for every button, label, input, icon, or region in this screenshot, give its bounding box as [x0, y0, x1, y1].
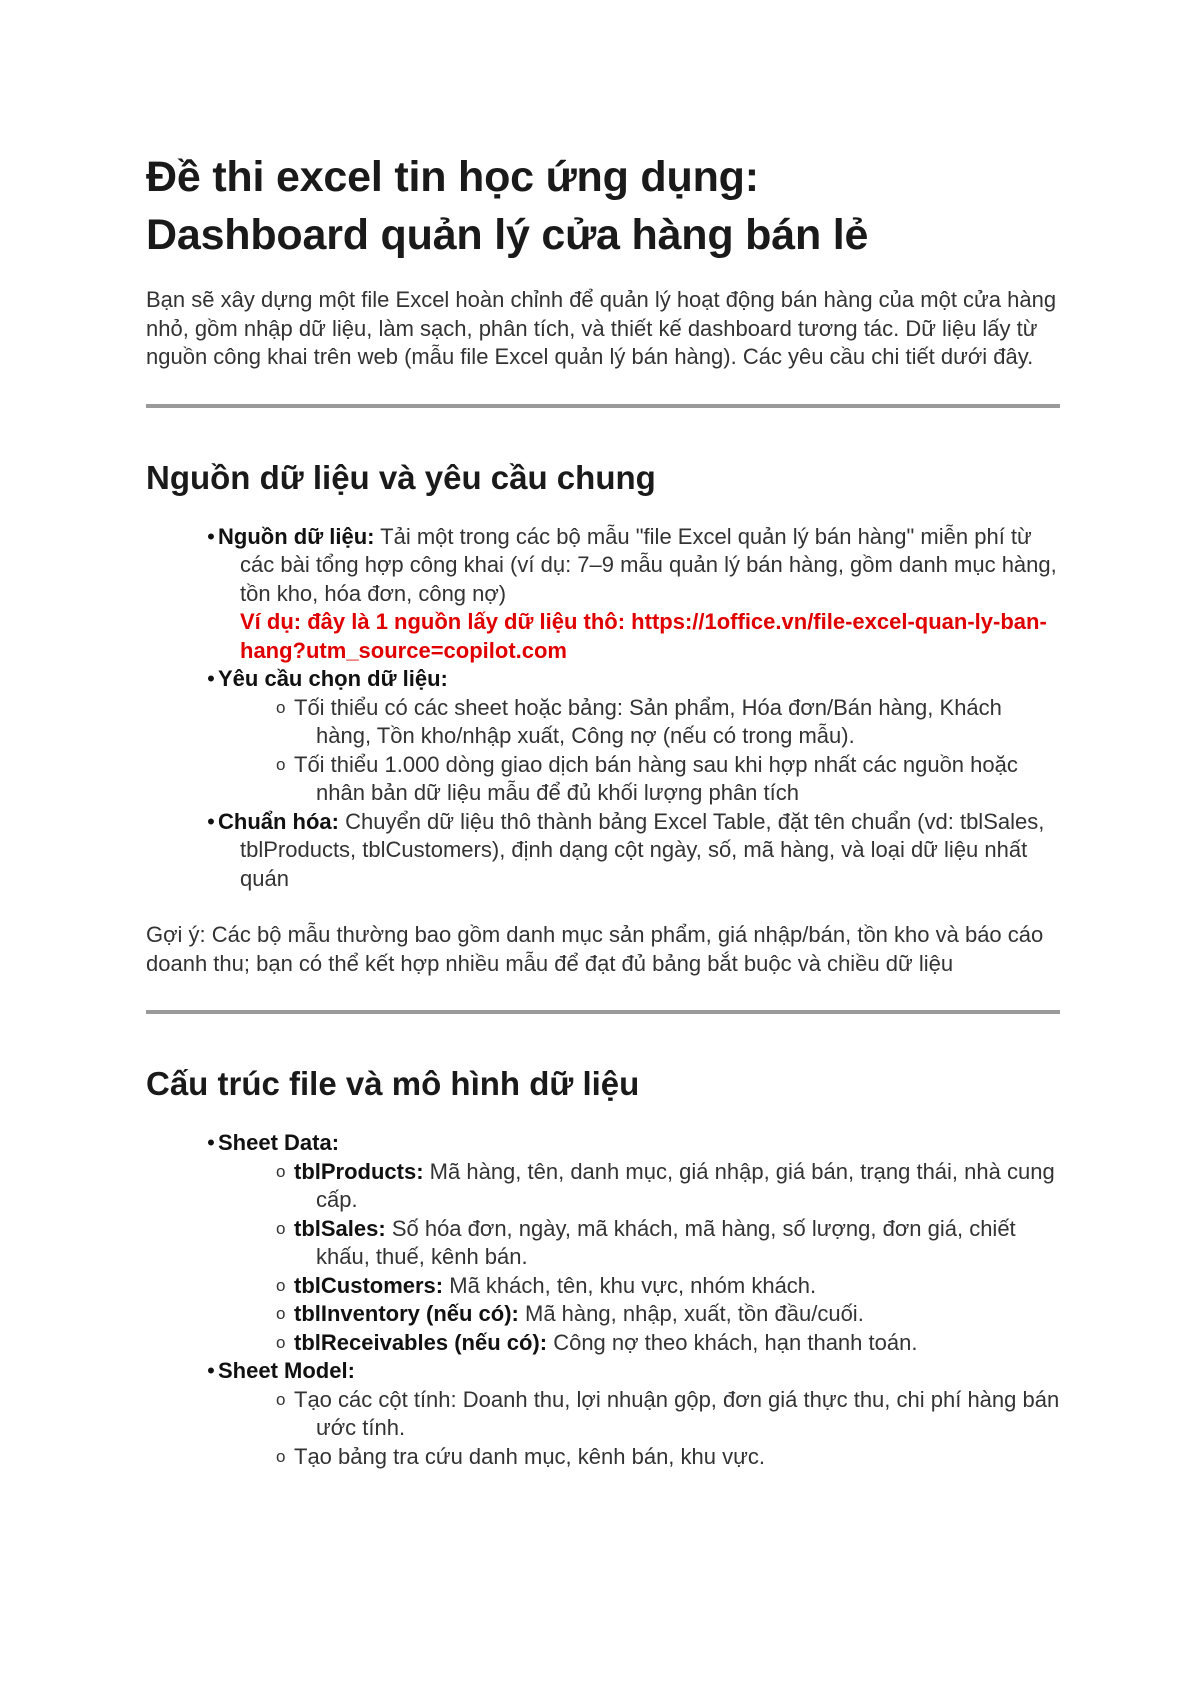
item-text: Chuyển dữ liệu thô thành bảng Excel Table, đặt tên chuẩn (vd: tblSales, tblProducts, tblCustomers), định dạng cột ngày, số, mã hàng, và loại dữ liệu nhất quán [240, 808, 1045, 891]
bullet: • [207, 666, 215, 691]
bullet: o [276, 1332, 286, 1352]
sub-item-text: Số hóa đơn, ngày, mã khách, mã hàng, số lượng, đơn giá, chiết khấu, thuế, kênh bán. [316, 1215, 1016, 1269]
bullet: • [207, 808, 215, 834]
sub-item-text: Tối thiểu có các sheet hoặc bảng: Sản phẩm, Hóa đơn/Bán hàng, Khách hàng, Tồn kho/nhập xuất, Công nợ (nếu có trong mẫu). [294, 694, 1002, 748]
item-text: Tải một trong các bộ mẫu "file Excel quản lý bán hàng" miễn phí từ các bài tổng hợp công khai (ví dụ: 7–9 mẫu quản lý bán hàng, gồm danh mục hàng, tồn kho, hóa đơn, công nợ) [240, 523, 1057, 606]
title-line-2: Dashboard quản lý cửa hàng bán lẻ [146, 211, 869, 259]
hint-paragraph: Gợi ý: Các bộ mẫu thường bao gồm danh mục sản phẩm, giá nhập/bán, tồn kho và báo cáo doanh thu; bạn có thể kết hợp nhiều mẫu để đạt đủ bảng bắt buộc và chiều dữ liệu [146, 922, 1044, 976]
document-content [146, 148, 1060, 1471]
item-key: Nguồn dữ liệu: [218, 523, 375, 549]
sub-item [146, 1443, 1060, 1472]
source-example-link[interactable]: Ví dụ: đây là 1 nguồn lấy dữ liệu thô: https://1office.vn/file-excel-quan-ly-ban-hang?utm_source=copilot.com [240, 609, 1047, 663]
sub-item-text: Tạo các cột tính: Doanh thu, lợi nhuận gộp, đơn giá thực thu, chi phí hàng bán ước tính. [294, 1386, 1060, 1440]
bullet: o [276, 697, 286, 717]
sub-item-text: Công nợ theo khách, hạn thanh toán. [547, 1329, 918, 1355]
sub-item [146, 751, 1060, 808]
source-example-note [146, 608, 1060, 665]
bullet: o [276, 1389, 286, 1409]
title-line-1: Đề thi excel tin học ứng dụng: [146, 153, 759, 201]
list-item-sheet-data [146, 1129, 1060, 1158]
sub-item-key: tblReceivables (nếu có): [294, 1329, 548, 1355]
bullet: o [276, 1218, 286, 1238]
sub-item-text: Mã hàng, tên, danh mục, giá nhập, giá bán, trạng thái, nhà cung cấp. [316, 1158, 1055, 1212]
sub-item-tblsales [146, 1215, 1060, 1272]
sub-item-text: Mã hàng, nhập, xuất, tồn đầu/cuối. [518, 1301, 864, 1326]
sub-item-tblcustomers [146, 1272, 1060, 1301]
data-source-list [146, 523, 1060, 894]
bullet: o [276, 1275, 286, 1295]
bullet: o [276, 754, 286, 774]
sub-item-key: tblCustomers: [294, 1272, 444, 1298]
sub-item-text: Tối thiểu 1.000 dòng giao dịch bán hàng sau khi hợp nhất các nguồn hoặc nhân bản dữ liệu mẫu để đủ khối lượng phân tích [294, 751, 1018, 805]
bullet: • [207, 1130, 215, 1155]
bullet: o [276, 1161, 286, 1181]
section-divider-1 [146, 404, 1060, 408]
list-item-normalization [146, 808, 1060, 894]
sub-item [146, 694, 1060, 751]
sub-item [146, 1386, 1060, 1443]
bullet: • [207, 523, 215, 549]
page-title [146, 148, 1060, 264]
sub-item-key: tblInventory (nếu có): [294, 1301, 519, 1326]
bullet: o [276, 1446, 286, 1466]
item-key: Sheet Data: [218, 1130, 340, 1155]
section-heading-data-source: Nguồn dữ liệu và yêu cầu chung [146, 458, 656, 496]
section-heading-file-structure: Cấu trúc file và mô hình dữ liệu [146, 1065, 640, 1102]
bullet: • [207, 1358, 215, 1383]
sub-item-key: tblProducts: [294, 1158, 424, 1184]
list-item-data-selection [146, 665, 1060, 694]
sub-item-text: Tạo bảng tra cứu danh mục, kênh bán, khu vực. [294, 1443, 765, 1469]
item-key: Yêu cầu chọn dữ liệu: [218, 666, 448, 691]
sub-item-tblreceivables [146, 1329, 1060, 1358]
sub-item-text: Mã khách, tên, khu vực, nhóm khách. [443, 1272, 817, 1298]
file-structure-list [146, 1129, 1060, 1471]
list-item-sheet-model [146, 1357, 1060, 1386]
list-item-data-source [146, 523, 1060, 609]
section-divider-2 [146, 1010, 1060, 1014]
item-key: Chuẩn hóa: [218, 808, 339, 834]
item-key: Sheet Model: [218, 1358, 355, 1383]
sub-item-tblproducts [146, 1158, 1060, 1215]
bullet: o [276, 1304, 286, 1323]
intro-paragraph: Bạn sẽ xây dựng một file Excel hoàn chỉnh để quản lý hoạt động bán hàng của một cửa hàng nhỏ, gồm nhập dữ liệu, làm sạch, phân tích, và thiết kế dashboard tương tác. Dữ liệu lấy từ nguồn công khai trên web (mẫu file Excel quản lý bán hàng). Các yêu cầu chi tiết dưới đây. [146, 287, 1057, 369]
sub-item-key: tblSales: [294, 1215, 386, 1241]
sub-item-tblinventory [146, 1300, 1060, 1329]
